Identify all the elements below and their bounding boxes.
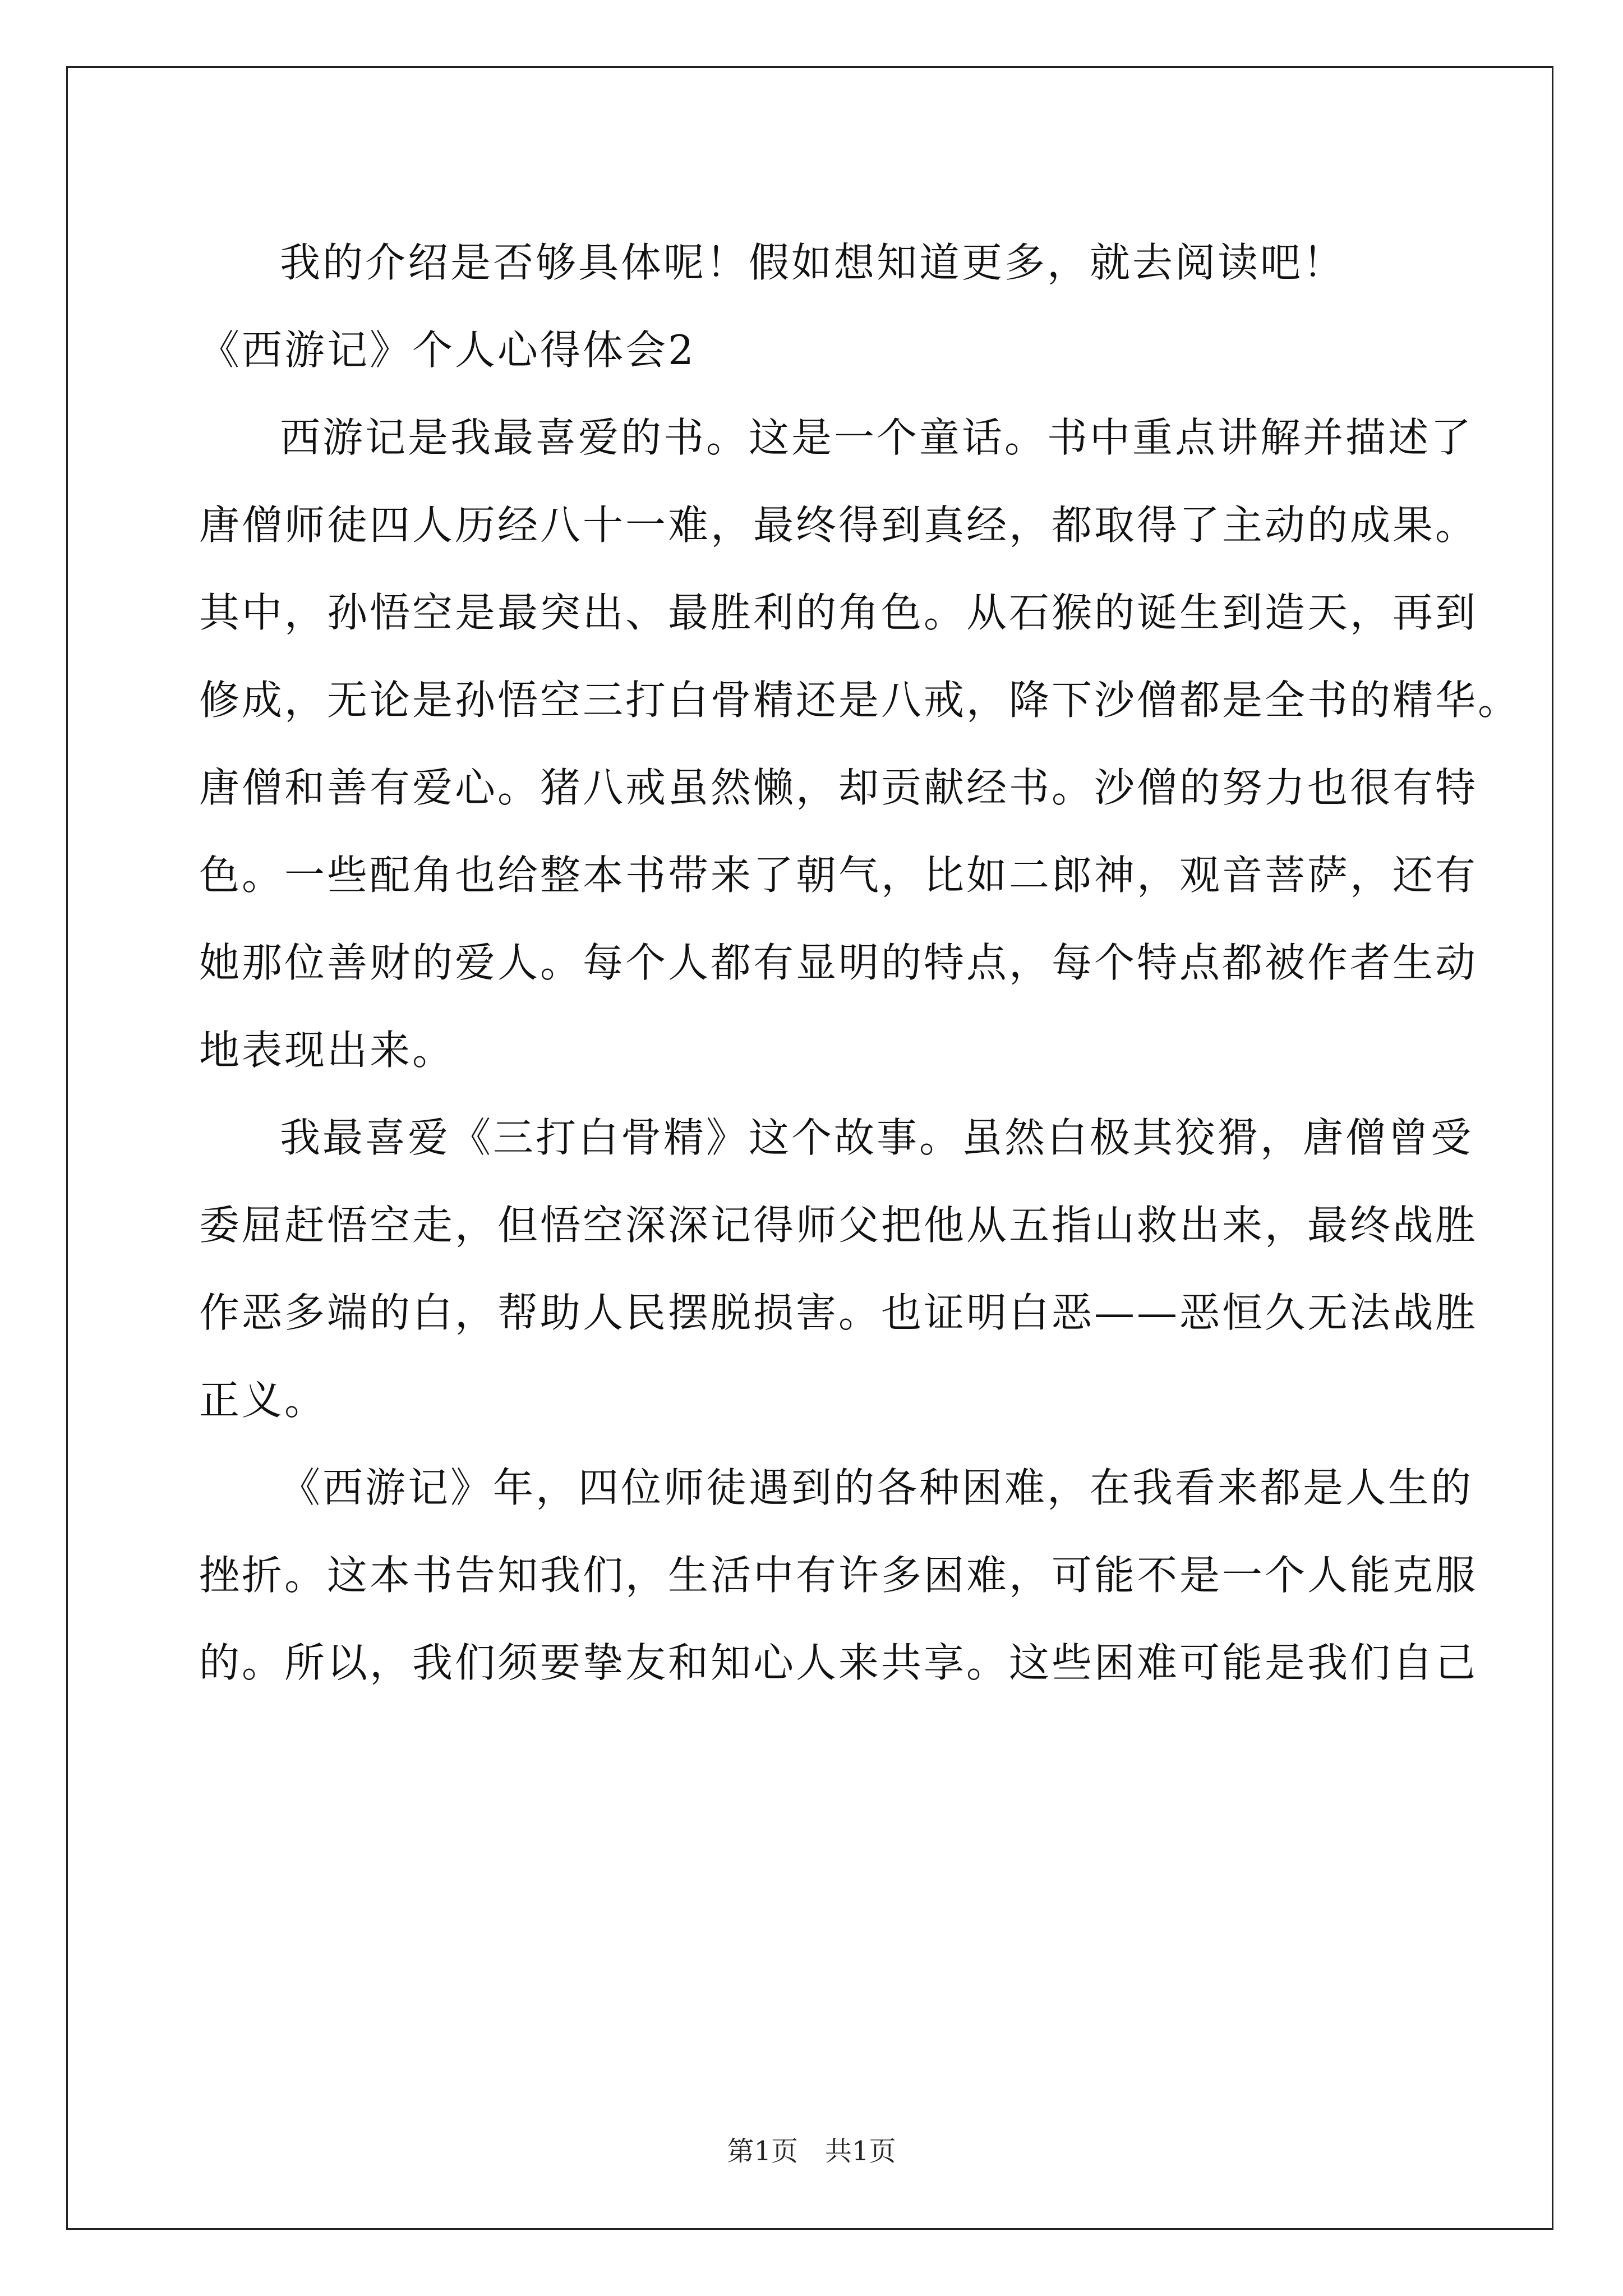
- paragraph-line: 的。所以，我们须要挚友和知心人来共享。这些困难可能是我们自己: [199, 1639, 1478, 1686]
- paragraph-line: 唐僧和善有爱心。猪八戒虽然懒，却贡献经书。沙僧的努力也很有特: [199, 764, 1478, 811]
- paragraph-line: 色。一些配角也给整本书带来了朝气，比如二郎神，观音菩萨，还有: [199, 852, 1478, 899]
- page-number-footer: 第1页 共1页: [727, 2136, 896, 2167]
- paragraph-line: 西游记是我最喜爱的书。这是一个童话。书中重点讲解并描述了: [280, 414, 1474, 461]
- paragraph-line: 委屈赶悟空走，但悟空深深记得师父把他从五指山救出来，最终战胜: [199, 1202, 1478, 1249]
- paragraph-line: 正义。: [199, 1377, 328, 1424]
- paragraph-line: 作恶多端的白，帮助人民摆脱损害。也证明白恶——恶恒久无法战胜: [199, 1289, 1478, 1336]
- paragraph-line: 挫折。这本书告知我们，生活中有许多困难，可能不是一个人能克服: [199, 1552, 1478, 1599]
- paragraph-line: 唐僧师徒四人历经八十一难，最终得到真经，都取得了主动的成果。: [199, 501, 1478, 549]
- paragraph-line: 修成，无论是孙悟空三打白骨精还是八戒，降下沙僧都是全书的精华。: [199, 677, 1521, 724]
- section-title: 《西游记》个人心得体会2: [199, 326, 696, 374]
- paragraph-line: 《西游记》年，四位师徒遇到的各种困难，在我看来都是人生的: [280, 1464, 1474, 1511]
- paragraph-line: 我的介绍是否够具体呢！假如想知道更多，就去阅读吧！: [280, 239, 1346, 286]
- paragraph-line: 其中，孙悟空是最突出、最胜利的角色。从石猴的诞生到造天，再到: [199, 589, 1478, 636]
- paragraph-line: 我最喜爱《三打白骨精》这个故事。虽然白极其狡猾，唐僧曾受: [280, 1114, 1474, 1161]
- paragraph-line: 地表现出来。: [199, 1027, 455, 1074]
- paragraph-line: 她那位善财的爱人。每个人都有显明的特点，每个特点都被作者生动: [199, 939, 1478, 986]
- document-body: [199, 219, 1521, 1706]
